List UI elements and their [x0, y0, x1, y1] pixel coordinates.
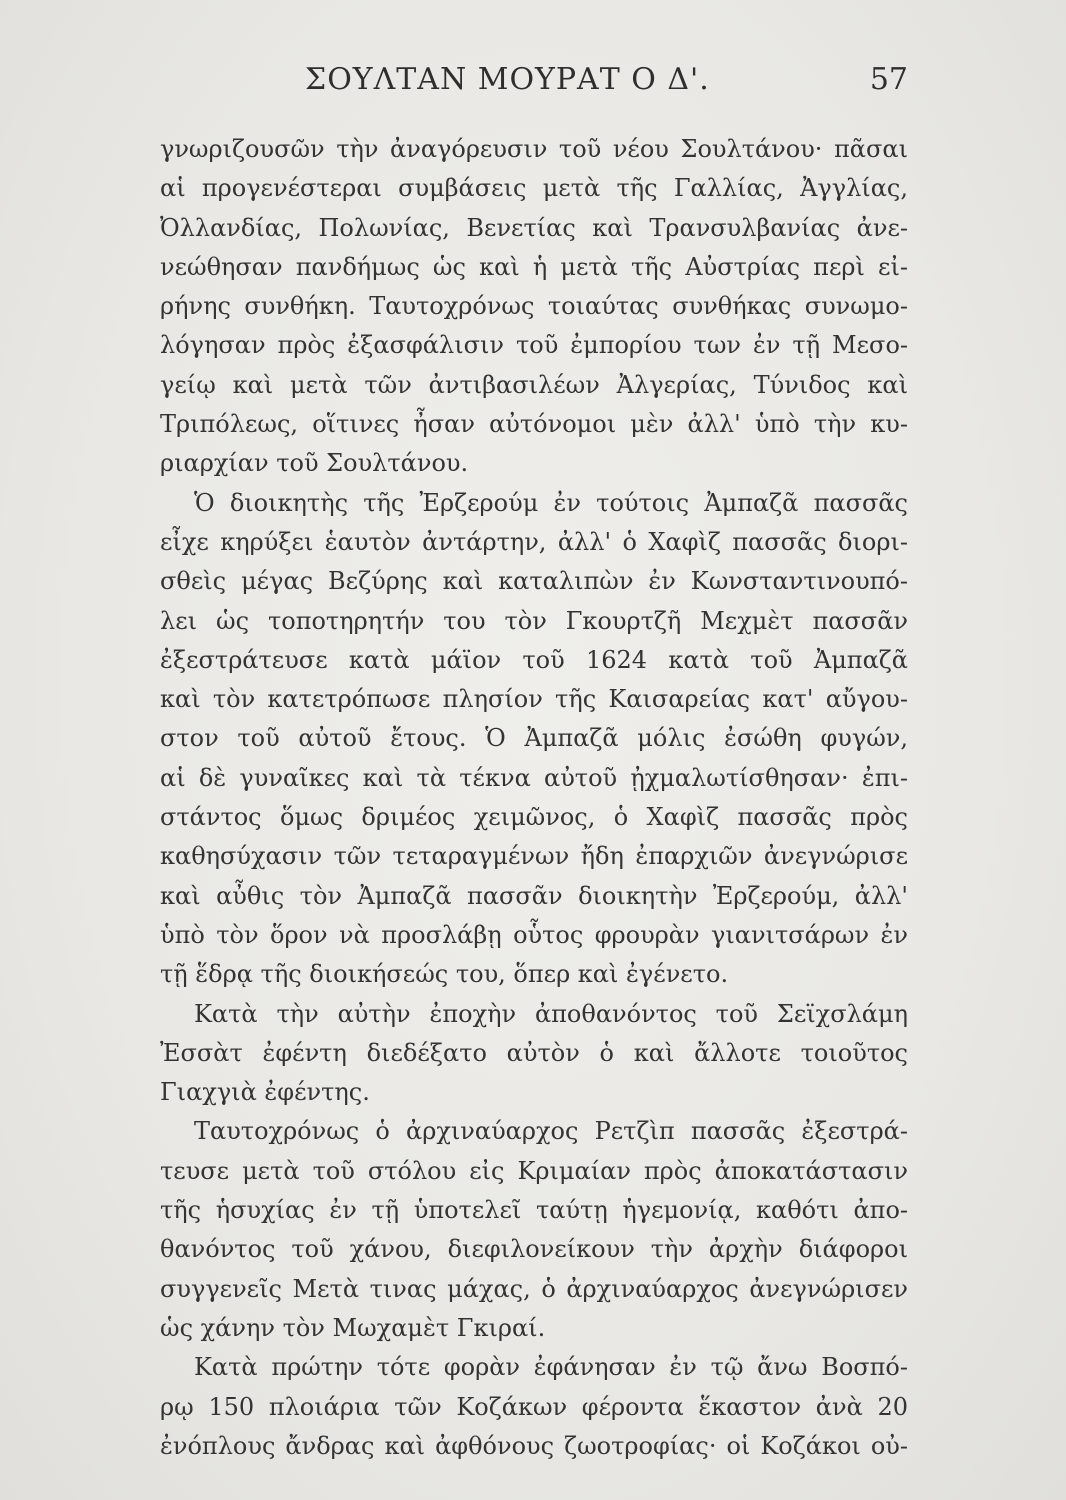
- text-line: τῇ ἕδρᾳ τῆς διοικήσεώς του, ὅπερ καὶ ἐγένετο.: [160, 960, 729, 989]
- text-line: Ἐσσὰτ ἐφέντη διεδέξατο αὐτὸν ὁ καὶ ἄλλοτε τοιοῦτος: [160, 1038, 908, 1067]
- text-line: αἱ προγενέστεραι συμβάσεις μετὰ τῆς Γαλλίας, Ἀγγλίας,: [160, 174, 908, 203]
- text-line: Κατὰ πρώτην τότε φορὰν ἐφάνησαν ἐν τῷ ἄνω Βοσπό-: [194, 1353, 908, 1382]
- text-line: ρῳ 150 πλοιάρια τῶν Κοζάκων φέροντα ἕκαστον ἀνὰ 20: [160, 1392, 908, 1421]
- text-line: νεώθησαν πανδήμως ὡς καὶ ἡ μετὰ τῆς Αὐστρίας περὶ εἰ-: [160, 252, 908, 281]
- text-line: Κατὰ τὴν αὐτὴν ἐποχὴν ἀποθανόντος τοῦ Σεϊχσλάμη: [194, 999, 908, 1028]
- text-line: γνωριζουσῶν τὴν ἀναγόρευσιν τοῦ νέου Σουλτάνου· πᾶσαι: [160, 135, 908, 163]
- text-line: καὶ τὸν κατετρόπωσε πλησίον τῆς Καισαρείας κατ' αὔγου-: [160, 685, 908, 714]
- text-line: Τριπόλεως, οἵτινες ἦσαν αὐτόνομοι μὲν ἀλλ' ὑπὸ τὴν κυ-: [160, 410, 908, 439]
- text-line: ρήνης συνθήκη. Ταυτοχρόνως τοιαύτας συνθήκας συνωμο-: [160, 292, 908, 321]
- text-line: ἐξεστράτευσε κατὰ μάϊον τοῦ 1624 κατὰ τοῦ Ἀμπαζᾶ: [160, 645, 908, 674]
- text-line: στον τοῦ αὐτοῦ ἔτους. Ὁ Ἀμπαζᾶ μόλις ἐσώθη φυγών,: [160, 724, 908, 753]
- text-line: Ταυτοχρόνως ὁ ἀρχιναύαρχος Ρετζὶπ πασσᾶς ἐξεστρά-: [194, 1117, 908, 1146]
- text-line: εἶχε κηρύξει ἑαυτὸν ἀντάρτην, ἀλλ' ὁ Χαφὶζ πασσᾶς διορι-: [160, 527, 908, 556]
- text-line: συγγενεῖς Μετὰ τινας μάχας, ὁ ἀρχιναύαρχος ἀνεγνώρισεν: [160, 1274, 908, 1303]
- text-line: σθεὶς μέγας Βεζύρης καὶ καταλιπὼν ἐν Κωνσταντινουπό-: [160, 567, 908, 596]
- text-line: ἐνόπλους ἄνδρας καὶ ἀφθόνους ζωοτροφίας· οἱ Κοζάκοι οὐ-: [160, 1431, 908, 1460]
- body-text: [160, 130, 908, 1466]
- text-line: στάντος ὅμως δριμέος χειμῶνος, ὁ Χαφὶζ πασσᾶς πρὸς: [160, 803, 908, 832]
- text-line: τῆς ἡσυχίας ἐν τῇ ὑποτελεῖ ταύτῃ ἡγεμονίᾳ, καθότι ἀπο-: [160, 1196, 908, 1225]
- text-line: θανόντος τοῦ χάνου, διεφιλονείκουν τὴν ἀρχὴν διάφοροι: [160, 1235, 908, 1264]
- text-line: Ὁ διοικητὴς τῆς Ἐρζερούμ ἐν τούτοις Ἀμπαζᾶ πασσᾶς: [194, 488, 908, 517]
- text-line: ὑπὸ τὸν ὅρον νὰ προσλάβῃ οὗτος φρουρὰν γιανιτσάρων ἐν: [160, 920, 908, 949]
- page-number: 57: [869, 62, 908, 97]
- text-line: καθησύχασιν τῶν τεταραγμένων ἤδη ἐπαρχιῶν ἀνεγνώρισε: [160, 842, 908, 871]
- running-title: ΣΟΥΛΤΑΝ ΜΟΥΡΑΤ Ο Δ'.: [305, 62, 710, 97]
- text-line: ὡς χάνην τὸν Μωχαμὲτ Γκιραί.: [160, 1313, 546, 1342]
- text-line: τευσε μετὰ τοῦ στόλου εἰς Κριμαίαν πρὸς ἀποκατάστασιν: [160, 1156, 908, 1185]
- text-line: λόγησαν πρὸς ἐξασφάλισιν τοῦ ἐμπορίου των ἐν τῇ Μεσο-: [160, 331, 908, 360]
- text-line: Ὀλλανδίας, Πολωνίας, Βενετίας καὶ Τρανσυλβανίας ἀνε-: [160, 213, 908, 242]
- page-header: [160, 62, 908, 112]
- text-line: ριαρχίαν τοῦ Σουλτάνου.: [160, 449, 469, 478]
- text-line: γείῳ καὶ μετὰ τῶν ἀντιβασιλέων Ἀλγερίας, Τύνιδος καὶ: [160, 370, 908, 399]
- text-line: Γιαχγιὰ ἐφέντης.: [160, 1078, 370, 1107]
- text-line: λει ὡς τοποτηρητήν του τὸν Γκουρτζῆ Μεχμὲτ πασσᾶν: [160, 606, 908, 635]
- text-line: καὶ αὖθις τὸν Ἀμπαζᾶ πασσᾶν διοικητὴν Ἐρζερούμ, ἀλλ': [160, 881, 908, 910]
- text-line: αἱ δὲ γυναῖκες καὶ τὰ τέκνα αὐτοῦ ᾐχμαλωτίσθησαν· ἐπι-: [160, 763, 908, 792]
